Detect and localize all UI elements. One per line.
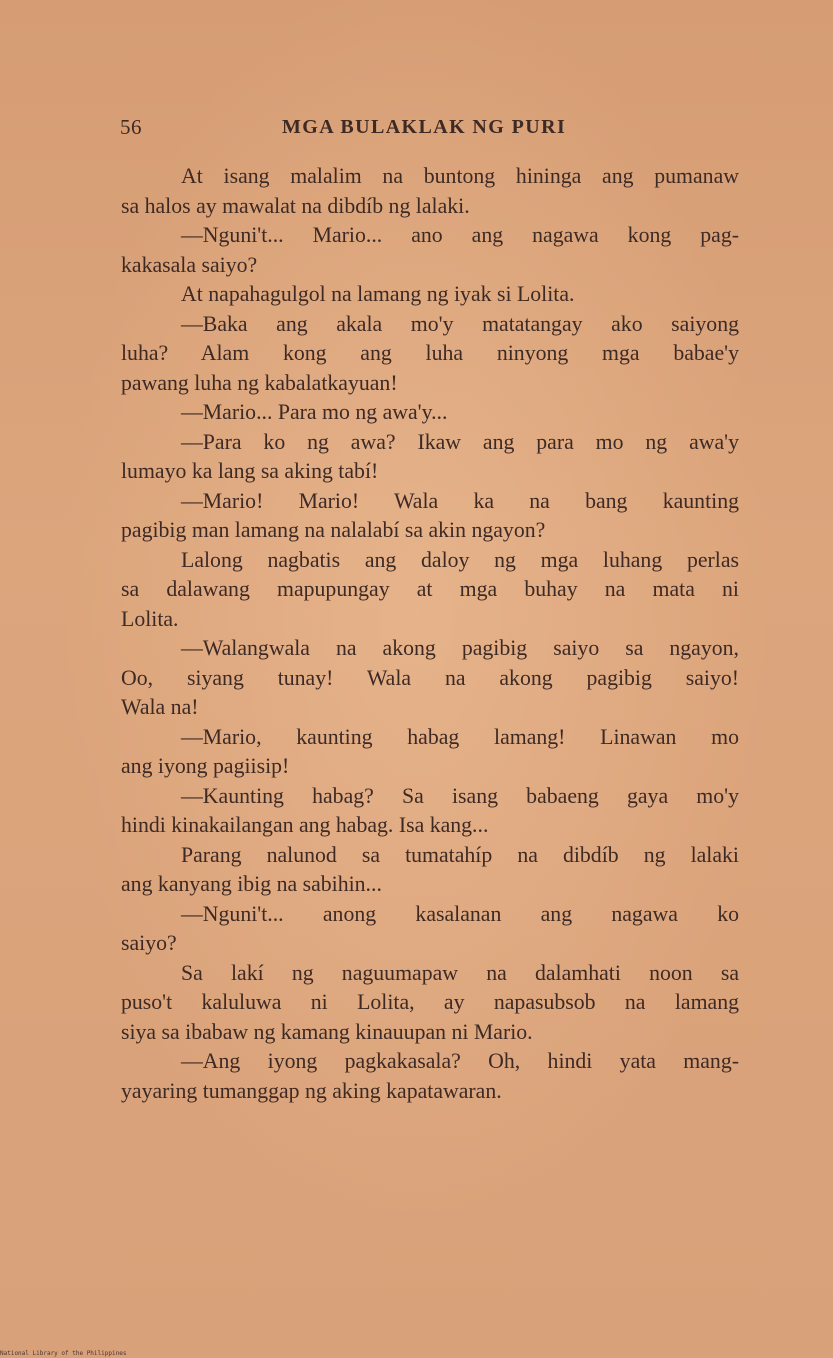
text-line: At isang malalim na buntong hininga ang pumanaw: [181, 164, 739, 188]
text-line: —Ang iyong pagkakasala? Oh, hindi yata mang-: [181, 1049, 739, 1073]
page-number: 56: [120, 115, 142, 139]
text-line: —Mario! Mario! Wala ka na bang kaunting: [181, 488, 739, 513]
text-line: siya sa ibabaw ng kamang kinauupan ni Mario.: [121, 1019, 533, 1044]
text-line: kakasala saiyo?: [121, 252, 258, 277]
text-line: —Nguni't... Mario... ano ang nagawa kong pag-: [181, 223, 739, 247]
text-line: hindi kinakailangan ang habag. Isa kang...: [121, 813, 489, 837]
text-line: —Walangwala na akong pagibig saiyo sa ngayon,: [181, 636, 739, 660]
text-line: puso't kaluluwa ni Lolita, ay napasubsob na lamang: [121, 990, 739, 1014]
page-header: [0, 115, 833, 145]
text-line: Oo, siyang tunay! Wala na akong pagibig saiyo!: [121, 665, 739, 690]
text-line: ang iyong pagiisip!: [121, 754, 290, 778]
text-line: —Mario, kaunting habag lamang! Linawan mo: [181, 724, 739, 749]
text-line: lumayo ka lang sa aking tabí!: [121, 459, 379, 483]
text-line: pagibig man lamang na nalalabí sa akin ngayon?: [121, 518, 546, 542]
text-line: Sa lakí ng naguumapaw na dalamhati noon sa: [181, 960, 739, 985]
running-title: MGA BULAKLAK NG PURI: [282, 116, 567, 138]
text-line: sa halos ay mawalat na dibdíb ng lalaki.: [121, 193, 470, 218]
text-line: —Para ko ng awa? Ikaw ang para mo ng awa'y: [181, 429, 739, 454]
text-line: At napahagulgol na lamang ng iyak si Lolita.: [181, 282, 575, 306]
text-line: luha? Alam kong ang luha ninyong mga babae'y: [121, 341, 739, 365]
body-text: [121, 162, 739, 1106]
text-line: Lolita.: [121, 606, 179, 631]
text-line: Wala na!: [121, 695, 199, 719]
text-line: pawang luha ng kabalatkayuan!: [121, 370, 398, 395]
text-line: saiyo?: [121, 931, 177, 955]
text-line: ang kanyang ibig na sabihin...: [121, 872, 382, 896]
text-line: Lalong nagbatis ang daloy ng mga luhang perlas: [181, 547, 739, 572]
text-line: —Baka ang akala mo'y matatangay ako saiyong: [181, 311, 739, 336]
text-line: yayaring tumanggap ng aking kapatawaran.: [121, 1078, 502, 1103]
library-credit: National Library of the Philippines: [0, 1350, 127, 1357]
text-line: —Nguni't... anong kasalanan ang nagawa ko: [181, 901, 739, 926]
text-line: —Mario... Para mo ng awa'y...: [181, 400, 448, 424]
text-line: Parang nalunod sa tumatahíp na dibdíb ng lalaki: [181, 842, 739, 867]
text-line: sa dalawang mapupungay at mga buhay na mata ni: [121, 577, 739, 601]
text-line: —Kaunting habag? Sa isang babaeng gaya mo'y: [181, 783, 739, 808]
